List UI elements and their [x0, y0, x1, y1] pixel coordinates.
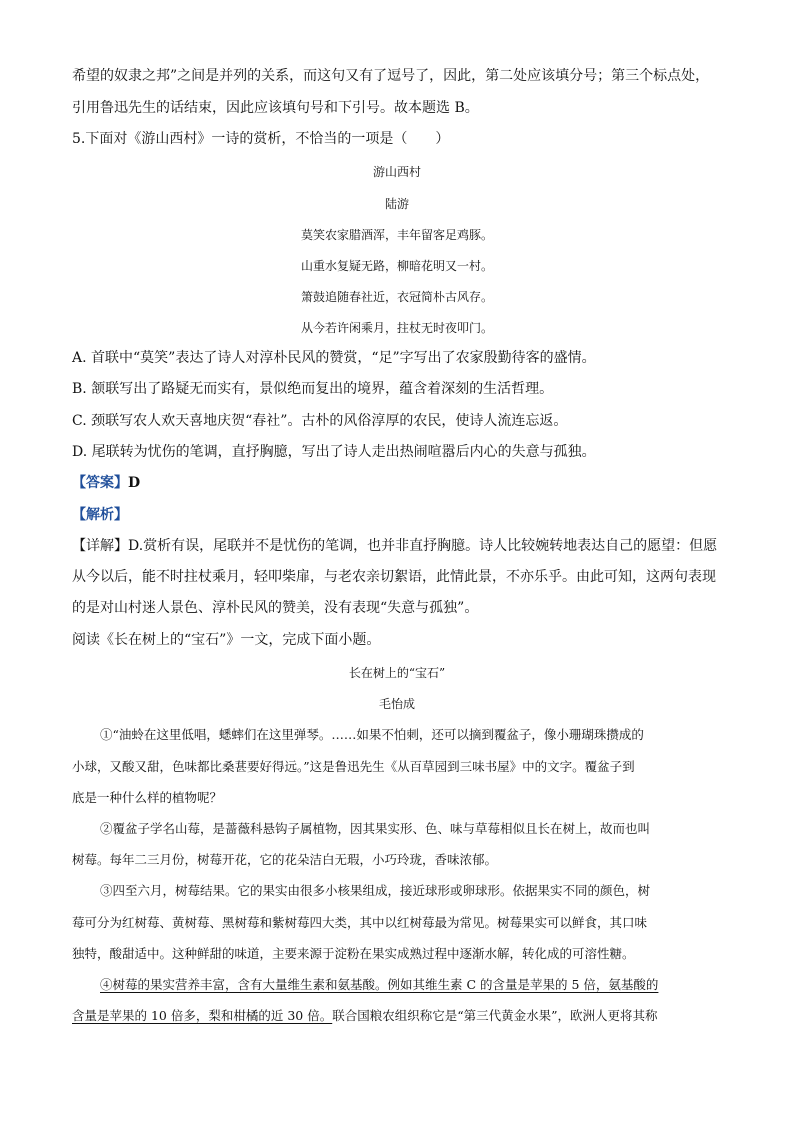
article-title: 长在树上的“宝石”: [348, 666, 446, 680]
para-1-line-1: ①“油蛉在这里低唱，蟋蟀们在这里弹琴。……如果不怕刺，还可以摘到覆盆子，像小珊瑚珠攒成的: [100, 727, 644, 742]
option-a: A. 首联中“莫笑”表达了诗人对淳朴民风的赞赏，“足”字写出了农家殷勤待客的盛情。: [72, 350, 596, 366]
para-4-line-2: [72, 1006, 658, 1026]
para-4-line-1: [100, 975, 658, 995]
para-4-rest: 联合国粮农组织称它是“第三代黄金水果”，欧洲人更将其称: [332, 1008, 658, 1023]
para-4-underlined-1: ④树莓的果实营养丰富，含有大量维生素和氨基酸。例如其维生素 C 的含量是苹果的 5 倍，氨基酸的: [100, 977, 659, 992]
answer-row: [72, 473, 140, 493]
prev-explanation-line-1: 希望的奴隶之邦”之间是并列的关系，而这句又有了逗号了，因此，第二处应该填分号；第三个标点处，: [72, 68, 710, 84]
analysis-label: 【解析】: [72, 507, 128, 523]
reading-intro: 阅读《长在树上的“宝石”》一文，完成下面小题。: [72, 632, 381, 648]
option-b: B. 颔联写出了路疑无而实有，景似绝而复出的境界，蕴含着深刻的生活哲理。: [72, 381, 554, 397]
poem-title: 游山西村: [372, 165, 421, 179]
article-author: 毛怡成: [378, 697, 415, 711]
para-1-line-3: 底是一种什么样的植物呢？: [72, 790, 223, 805]
para-3-line-1: ③四至六月，树莓结果。它的果实由很多小核果组成，接近球形或卵球形。依据果实不同的颜色，树: [100, 883, 651, 898]
para-3-line-3: 独特，酸甜适中。这种鲜甜的味道，主要来源于淀粉在果实成熟过程中逐渐水解，转化成的可溶性糖。: [72, 946, 635, 961]
poem-line-4: 从今若许闲乘月，拄杖无时夜叩门。: [300, 321, 493, 335]
para-4-underlined-2: 含量是苹果的 10 倍多，梨和柑橘的近 30 倍。: [72, 1008, 333, 1023]
option-d: D. 尾联转为忧伤的笔调，直抒胸臆，写出了诗人走出热闹喧嚣后内心的失意与孤独。: [72, 444, 596, 460]
para-2-line-2: 树莓。每年二三月份，树莓开花，它的花朵洁白无瑕，小巧玲珑，香味浓郁。: [72, 852, 498, 867]
prev-explanation-line-2: 引用鲁迅先生的话结束，因此应该填句号和下引号。故本题选 B。: [72, 100, 479, 116]
detail-line-3: 的是对山村迷人景色、淳朴民风的赞美，没有表现“失意与孤独”。: [72, 600, 479, 616]
poem-author: 陆游: [384, 197, 409, 211]
detail-line-1: [72, 536, 717, 556]
para-2-line-1: ②覆盆子学名山莓，是蔷薇科悬钩子属植物，因其果实形、色、味与草莓相似且长在树上，故而也叫: [100, 821, 651, 836]
detail-label: 【详解】: [72, 538, 128, 554]
option-c: C. 颈联写农人欢天喜地庆贺“春社”。古朴的风俗淳厚的农民，使诗人流连忘返。: [72, 413, 568, 429]
detail-text-1: D.赏析有误，尾联并不是忧伤的笔调，也并非直抒胸臆。诗人比较婉转地表达自己的愿望：但愿: [128, 538, 718, 554]
poem-line-2: 山重水复疑无路，柳暗花明又一村。: [300, 259, 493, 273]
question-5-stem: 5.下面对《游山西村》一诗的赏析，不恰当的一项是（ ）: [72, 131, 450, 147]
para-3-line-2: 莓可分为红树莓、黄树莓、黑树莓和紫树莓四大类，其中以红树莓最为常见。树莓果实可以鲜食，其口味: [72, 915, 648, 930]
para-1-line-2: 小球，又酸又甜，色味都比桑葚要好得远。”这是鲁迅先生《从百草园到三味书屋》中的文字。覆盆子到: [72, 759, 635, 774]
poem-line-3: 箫鼓追随春社近，衣冠简朴古风存。: [300, 290, 493, 304]
poem-line-1: 莫笑农家腊酒浑，丰年留客足鸡豚。: [300, 228, 493, 242]
answer-value: D: [128, 475, 141, 491]
detail-line-2: 从今以后，能不时拄杖乘月，轻叩柴扉，与老农亲切絮语，此情此景，不亦乐乎。由此可知，这两句表现: [72, 569, 716, 585]
answer-label: 【答案】: [72, 475, 128, 491]
